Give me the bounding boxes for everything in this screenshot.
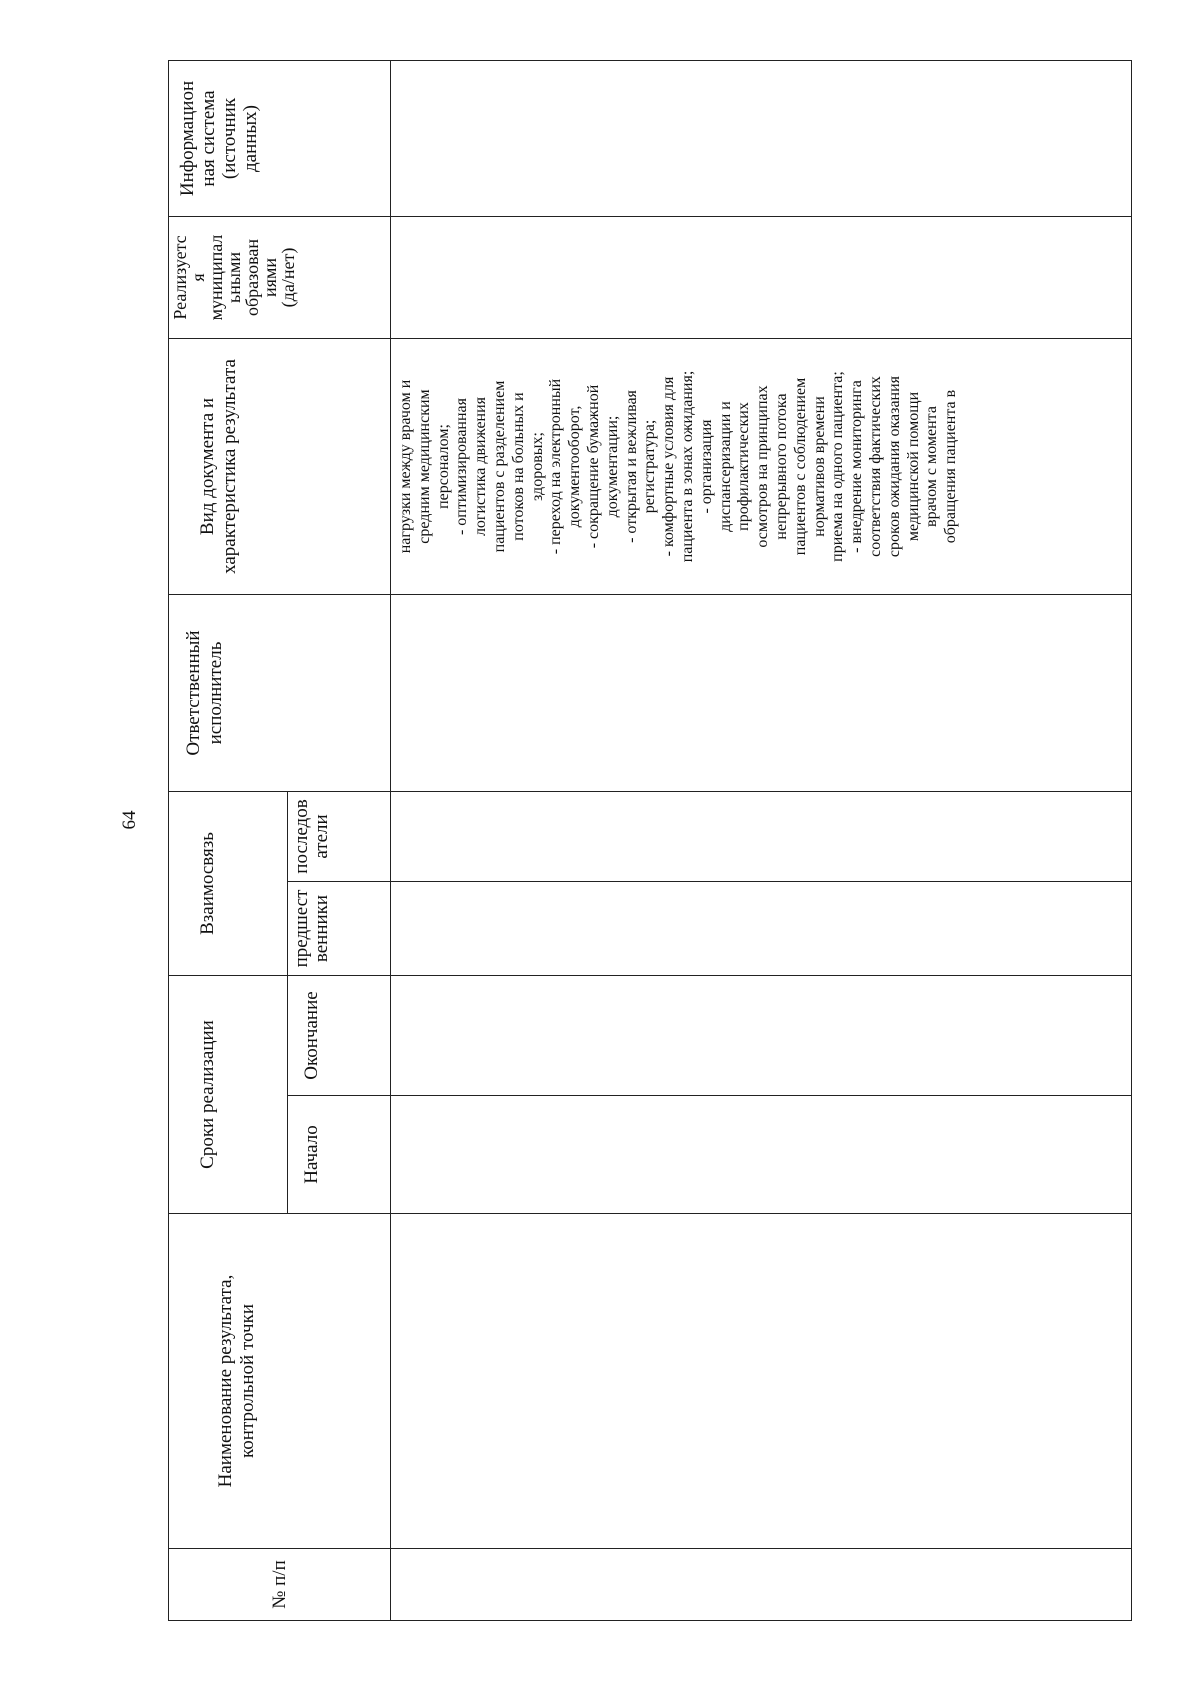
header-municipal-line: (да/нет) bbox=[278, 247, 298, 308]
doc-type-line: соответствия фактических bbox=[866, 376, 884, 557]
doc-type-line: логистика движения bbox=[472, 396, 490, 537]
doc-type-line: осмотров на принципах bbox=[754, 385, 772, 548]
header-predecessors-line: предшест bbox=[291, 889, 312, 968]
header-doc-type-line: Вид документа и bbox=[197, 397, 218, 536]
header-start: Начало bbox=[288, 1096, 391, 1214]
doc-type-line: - внедрение мониторинга bbox=[848, 380, 866, 553]
doc-type-line: врачом с момента bbox=[923, 406, 941, 527]
doc-type-line: нагрузки между врачом и bbox=[397, 379, 414, 554]
header-municipal-line: я bbox=[188, 273, 208, 282]
doc-type-line: пациента в зонах ожидания; bbox=[678, 370, 696, 563]
header-municipal-line: Реализуетс bbox=[170, 235, 190, 320]
header-predecessors-line: венники bbox=[311, 894, 332, 963]
header-responsible-line: исполнитель bbox=[205, 641, 226, 745]
doc-type-line: - сокращение бумажной bbox=[584, 384, 602, 549]
header-municipal-line: иями bbox=[260, 258, 280, 297]
doc-type-line: средним медицинским bbox=[415, 389, 433, 544]
doc-type-line: пациентов с разделением bbox=[490, 380, 508, 553]
doc-type-line: пациентов с соблюдением bbox=[791, 377, 809, 556]
header-municipal-line: образован bbox=[242, 238, 262, 317]
results-table-rotated bbox=[168, 61, 1132, 1621]
header-doc-type-line: характеристика результата bbox=[219, 359, 240, 574]
doc-type-line: - переход на электронный bbox=[547, 378, 565, 555]
cell-end bbox=[391, 976, 1132, 1096]
doc-type-line: документации; bbox=[603, 415, 621, 518]
doc-type-line: - организация bbox=[697, 419, 715, 514]
header-doc-type bbox=[169, 339, 391, 595]
header-terms: Сроки реализации bbox=[169, 976, 288, 1214]
cell-doc-type bbox=[391, 339, 1132, 595]
doc-type-line: непрерывного потока bbox=[772, 393, 790, 540]
cell-num bbox=[391, 1549, 1132, 1621]
header-info-system-line: (источник bbox=[219, 97, 240, 180]
cell-municipal bbox=[391, 217, 1132, 339]
doc-type-line: медицинской помощи bbox=[904, 391, 922, 542]
cell-responsible bbox=[391, 595, 1132, 792]
header-municipal-line: муниципал bbox=[206, 234, 226, 321]
header-municipal-line: ьными bbox=[224, 252, 244, 303]
header-info-system-line: Информацион bbox=[177, 80, 198, 197]
header-responsible bbox=[169, 595, 391, 792]
page-number: 64 bbox=[119, 810, 140, 830]
header-municipal bbox=[169, 217, 391, 339]
doc-type-line: - комфортные условия для bbox=[660, 376, 678, 557]
header-num: № п/п bbox=[169, 1549, 391, 1621]
doc-type-line: персоналом; bbox=[434, 424, 452, 509]
header-name-line: контрольной точки bbox=[237, 1304, 258, 1458]
header-info-system bbox=[169, 61, 391, 217]
doc-type-line: профилактических bbox=[735, 402, 753, 531]
header-successors-line: последов bbox=[291, 799, 312, 874]
doc-type-line: документооборот, bbox=[566, 405, 584, 528]
doc-type-line: нормативов времени bbox=[810, 396, 828, 537]
doc-type-line: диспансеризации и bbox=[716, 401, 734, 532]
cell-predecessors bbox=[391, 882, 1132, 976]
header-predecessors bbox=[288, 882, 391, 976]
cell-start bbox=[391, 1096, 1132, 1214]
header-info-system-line: данных) bbox=[240, 104, 261, 173]
doc-type-line: - открытая и вежливая bbox=[622, 390, 640, 543]
cell-info-system bbox=[391, 61, 1132, 217]
header-row-1 bbox=[169, 61, 288, 1621]
cell-successors bbox=[391, 792, 1132, 882]
table-row bbox=[391, 61, 1132, 1621]
header-relation: Взаимосвязь bbox=[169, 792, 288, 976]
header-end: Окончание bbox=[288, 976, 391, 1096]
doc-type-line: обращения пациента в bbox=[942, 389, 960, 544]
header-name-line: Наименование результата, bbox=[215, 1274, 236, 1488]
doc-type-line: приема на одного пациента; bbox=[829, 371, 847, 562]
doc-type-line: здоровых; bbox=[528, 432, 546, 501]
doc-type-line: потоков на больных и bbox=[509, 392, 527, 541]
header-info-system-line: ная система bbox=[198, 90, 219, 187]
header-successors bbox=[288, 792, 391, 882]
doc-type-line: сроков ожидания оказания bbox=[885, 375, 903, 558]
header-name bbox=[169, 1214, 391, 1549]
doc-type-line: - оптимизированная bbox=[453, 397, 471, 536]
cell-name bbox=[391, 1214, 1132, 1549]
results-table bbox=[168, 60, 1132, 1621]
doc-type-line: регистратура; bbox=[641, 419, 659, 514]
header-responsible-line: Ответственный bbox=[183, 630, 204, 756]
header-successors-line: атели bbox=[311, 814, 332, 859]
